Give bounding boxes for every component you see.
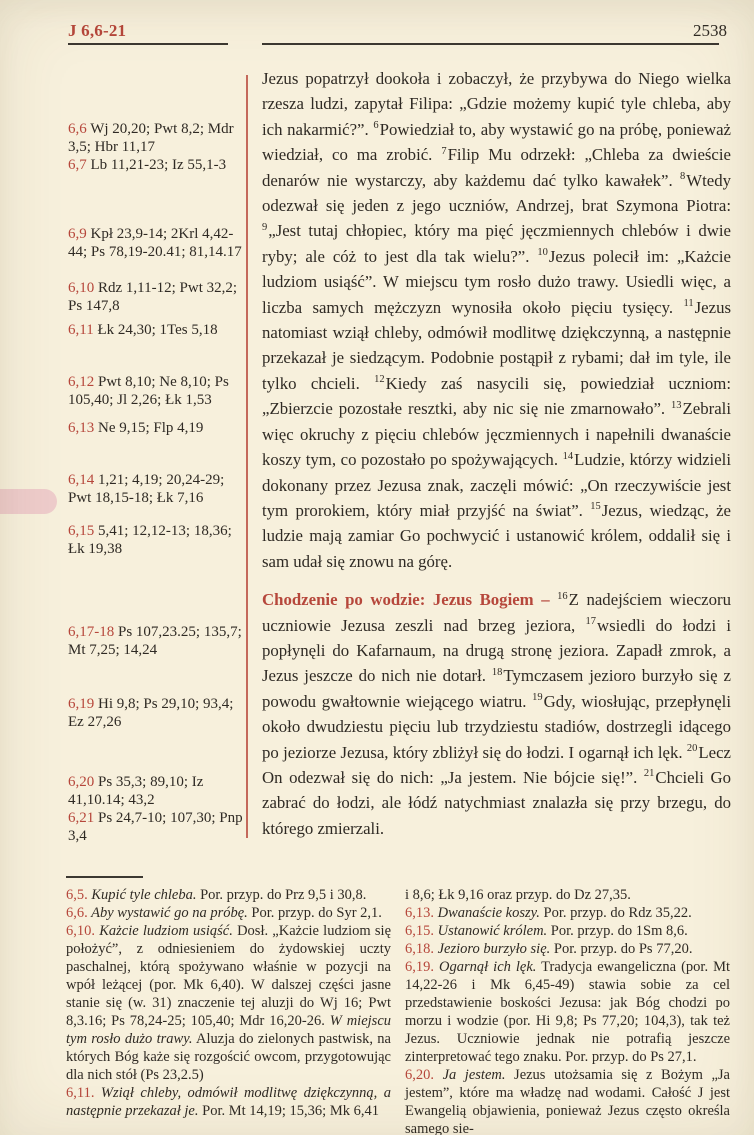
margin-reference: 6,6 Wj 20,20; Pwt 8,2; Mdr 3,5; Hbr 11,17 (68, 121, 234, 155)
margin-verse-number: 6,21 (68, 810, 95, 826)
column-divider-line (246, 75, 248, 838)
footnote-ref: 6,18. (405, 941, 434, 957)
verse-number-superscript: 21 (643, 768, 655, 780)
footnote-lemma: Aby wystawić go na próbę. (87, 905, 248, 921)
margin-verse-number: 6,11 (68, 322, 94, 338)
footnote-ref: 6,19. (405, 959, 434, 975)
verse-number-superscript: 6 (373, 120, 379, 132)
footnote (405, 958, 730, 1066)
footnote-lemma: Ja jestem. (434, 1067, 506, 1083)
main-text-column (262, 66, 731, 841)
margin-reference: 6,21 Ps 24,7-10; 107,30; Pnp 3,4 (68, 810, 243, 844)
footnotes-column-left (66, 886, 391, 1135)
footnote (405, 904, 730, 922)
verse-number-superscript: 10 (537, 247, 548, 259)
margin-reference: 6,14 1,21; 4,19; 20,24-29; Pwt 18,15-18; Łk 7,16 (68, 472, 225, 506)
margin-reference: 6,13 Ne 9,15; Flp 4,19 (68, 420, 204, 436)
margin-verse-number: 6,6 (68, 121, 87, 137)
footnote-ref: 6,10. (66, 923, 95, 939)
footnote (66, 1084, 391, 1120)
verse-number-superscript: 20 (686, 742, 698, 754)
margin-verse-number: 6,19 (68, 696, 95, 712)
margin-verse-number: 6,7 (68, 157, 87, 173)
margin-reference: 6,19 Hi 9,8; Ps 29,10; 93,4; Ez 27,26 (68, 696, 234, 730)
footnote-text: Jezus utożsamia się z Bożym „Ja jestem”, które ma władzę nad wodami. Całość J jest Ewangelią objawienia, ponieważ Jezus często określa samego sie- (405, 1067, 730, 1135)
verse-number-superscript: 19 (532, 692, 543, 704)
verse-number-superscript: 13 (671, 399, 682, 411)
margin-verse-number: 6,17-18 (68, 624, 115, 640)
footnote-lemma: Każcie ludziom usiąść. (95, 923, 233, 939)
footnote-lemma: Ogarnął ich lęk. (434, 959, 537, 975)
margin-reference: 6,15 5,41; 12,12-13; 18,36; Łk 19,38 (68, 523, 232, 557)
footnote-text: Por. przyp. do 1Sm 8,6. (547, 923, 688, 939)
header-rule-left (68, 43, 228, 45)
footnote (66, 886, 391, 904)
footnote-lemma: Kupić tyle chleba. (87, 887, 197, 903)
footnote-text: Dosł. „Każcie ludziom się położyć”, z odniesieniem do żydowskiej uczty paschalnej, którą spożywano właśnie w pozycji na wpół leżącej (por. Mk 6,40). W dalszej części jasne stanie się (w. 31) znaczenie tej aluzji do Wj 16; Pwt 8,3.16; Ps 78,24-25; 105,40; Mdr 16,20-26. (66, 923, 392, 1029)
footnote (66, 904, 391, 922)
verse-number-superscript: 16 (557, 590, 568, 602)
page-edge-mark (0, 489, 57, 514)
margin-verse-number: 6,14 (68, 472, 95, 488)
footnote-lemma: Wziął chleby, odmówił modlitwę dziękczynną, a następnie przekazał je. (66, 1085, 391, 1119)
footnote (405, 1066, 730, 1135)
margin-reference: 6,20 Ps 35,3; 89,10; Iz 41,10.14; 43,2 (68, 774, 204, 808)
section-heading: Chodzenie po wodzie: Jezus Bogiem – (262, 590, 558, 610)
verse-number-superscript: 18 (491, 666, 503, 678)
footnote-ref: 6,5. (66, 887, 88, 903)
footnote-text: Por. przyp. do Ps 77,20. (550, 941, 693, 957)
footnote (405, 886, 730, 904)
verse-number-superscript: 14 (562, 450, 574, 462)
footnote-ref: 6,15. (405, 923, 434, 939)
verse-number-superscript: 8 (680, 171, 686, 183)
footnote-text: Aluzja do zielonych pastwisk, na których Bóg każe się rozgościć owcom, przygotowując dla nich stół (Ps 23,2.5) (66, 1031, 391, 1083)
footnote (405, 922, 730, 940)
footnote-text: Por. przyp. do Rdz 35,22. (539, 905, 692, 921)
footnote-ref: 6,20. (405, 1067, 434, 1083)
margin-verse-number: 6,10 (68, 280, 95, 296)
footnotes-separator-rule (66, 876, 143, 878)
margin-reference: 6,7 Lb 11,21-23; Iz 55,1-3 (68, 157, 227, 173)
footnotes-section (66, 886, 730, 1135)
footnote-lemma: Ustanowić królem. (434, 923, 548, 939)
bible-text-paragraph: Jezus popatrzył dookoła i zobaczył, że przybywa do Niego wielka rzesza ludzi, zapytał Filipa: „Gdzie możemy kupić tyle chleba, aby ich nakarmić?”. $^6$Powiedział to, aby wystawić go na próbę, ponieważ wiedział, co ma zrobić. $^7$Filip Mu odrzekł: „Chleba za dwieście denarów nie wystarczy, aby każdemu dać tylko kawałek”. $^8$Wtedy odezwał się jeden z jego uczniów, Andrzej, brat Szymona Piotra: $^9$„Jest tutaj chłopiec, który ma pięć jęczmiennych chlebów i dwie ryby; ale cóż to jest dla tak wielu?”. $^{10}$Jezus polecił im: „Każcie ludziom usiąść”. W miejscu tym rosło dużo trawy. Usiedli więc, a liczba samych mężczyzn wynosiła około pięciu tysięcy. $^{11}$Jezus natomiast wziął chleby, odmówił modlitwę dziękczynną, a następnie przekazał je siedzącym. Podobnie postąpił z rybami; dał im tyle, ile tylko chcieli. $^{12}$Kiedy zaś nasycili się, powiedział uczniom: „Zbierzcie pozostałe resztki, aby nic się nie zmarnowało”. $^{13}$Zebrali więc okruchy z pięciu chlebów jęczmiennych i napełnili dwanaście koszy tym, co pozostało po spożywających. $^{14}$Ludzie, którzy widzieli dokonany przez Jezusa znak, zaczęli mówić: „On rzeczywiście jest tym prorokiem, który miał przyjść na świat”. $^{15}$Jezus, wiedząc, że ludzie mają zamiar Go pochwycić i ustanowić królem, oddalił się i sam udał się znowu na górę. (262, 69, 732, 571)
page-number: 2538 (693, 21, 727, 40)
running-head-reference: J 6,6-21 (68, 21, 127, 40)
footnote (66, 922, 391, 1084)
footnote-lemma: Dwanaście koszy. (434, 905, 540, 921)
verse-number-superscript: 15 (590, 501, 601, 513)
footnote-text: Por. przyp. do Prz 9,5 i 30,8. (196, 887, 367, 903)
footnote-ref: 6,13. (405, 905, 434, 921)
bible-text-paragraph: Chodzenie po wodzie: Jezus Bogiem – $^{16}$Z nadejściem wieczoru uczniowie Jezusa zeszli nad brzeg jeziora, $^{17}$wsiedli do łodzi i popłynęli do Kafarnaum, na drugą stronę jeziora. Zapadł zmrok, a Jezus jeszcze do nich nie dotarł. $^{18}$Tymczasem jezioro burzyło się z powodu gwałtownie wiejącego wiatru. $^{19}$Gdy, wiosłując, przepłynęli około dwudziestu pięciu lub trzydziestu stadiów, dostrzegli idącego po jeziorze Jezusa, który zbliżył się do łodzi. I ogarnął ich lęk. $^{20}$Lecz On odezwał się do nich: „Ja jestem. Nie bójcie się!”. $^{21}$Chcieli Go zabrać do łodzi, ale łódź natychmiast znalazła się przy brzegu, do którego zmierzali. (262, 590, 732, 838)
footnotes-column-right (405, 886, 730, 1135)
verse-number-superscript: 9 (262, 221, 268, 233)
verse-number-superscript: 7 (441, 145, 447, 157)
margin-reference: 6,17-18 Ps 107,23.25; 135,7; Mt 7,25; 14,24 (68, 624, 242, 658)
footnote-text: Por. przyp. do Syr 2,1. (247, 905, 382, 921)
footnote-lemma: W miejscu tym rosło dużo trawy. (66, 1013, 392, 1047)
verse-number-superscript: 17 (585, 615, 596, 627)
footnote-lemma: Jezioro burzyło się. (434, 941, 551, 957)
footnote-text: Tradycja ewangeliczna (por. Mt 14,22-26 i Mk 6,45-49) stawia sobie za cel przedstawienie boskości Jezusa: jak Bóg chodzi po morzu i wodzie (por. Hi 9,8; Ps 77,20; 104,3), tak też Jezus. Uczniowie jednak nie potrafią jeszcze zinterpretować tego znaku. Por. przyp. do Ps 27,1. (405, 959, 731, 1065)
footnote (405, 940, 730, 958)
verse-number-superscript: 11 (683, 298, 694, 310)
margin-verse-number: 6,13 (68, 420, 95, 436)
footnote-text: Por. Mt 14,19; 15,36; Mk 6,41 (198, 1103, 379, 1119)
margin-reference: 6,12 Pwt 8,10; Ne 8,10; Ps 105,40; Jl 2,26; Łk 1,53 (68, 374, 229, 408)
margin-verse-number: 6,9 (68, 226, 87, 242)
margin-reference: 6,10 Rdz 1,11-12; Pwt 32,2; Ps 147,8 (68, 280, 238, 314)
footnote-ref: 6,6. (66, 905, 88, 921)
margin-reference: 6,11 Łk 24,30; 1Tes 5,18 (68, 322, 218, 338)
margin-verse-number: 6,15 (68, 523, 95, 539)
footnote-text: i 8,6; Łk 9,16 oraz przyp. do Dz 27,35. (405, 887, 631, 903)
margin-verse-number: 6,12 (68, 374, 95, 390)
footnote-ref: 6,11. (66, 1085, 95, 1101)
margin-reference: 6,9 Kpł 23,9-14; 2Krl 4,42-44; Ps 78,19-20.41; 81,14.17 (68, 226, 242, 260)
header-rule-right (262, 43, 719, 45)
verse-number-superscript: 12 (374, 374, 385, 386)
margin-verse-number: 6,20 (68, 774, 95, 790)
